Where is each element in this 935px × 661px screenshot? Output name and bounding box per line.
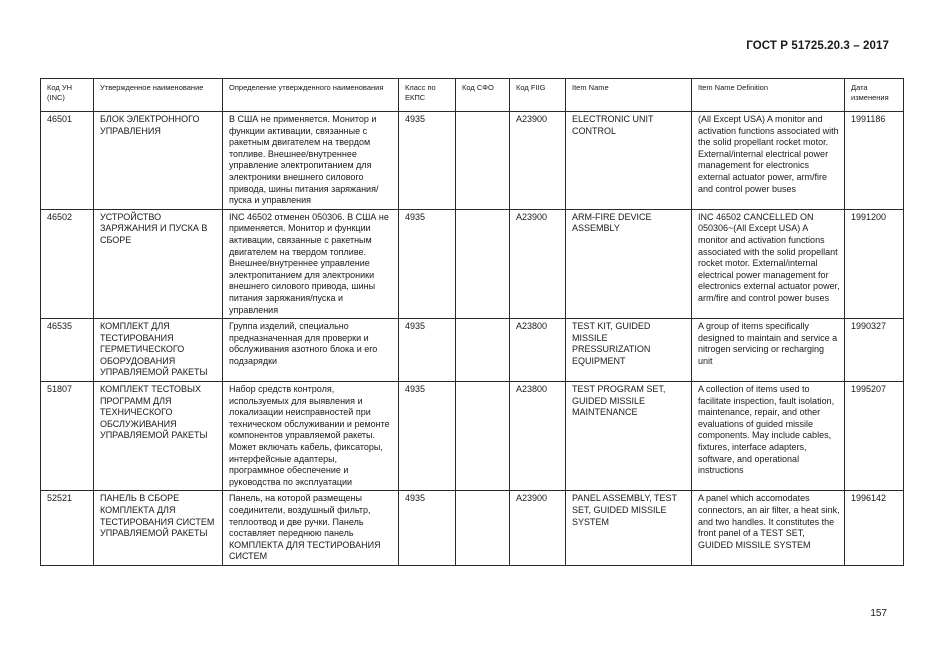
cell-fiig: A23800 — [510, 382, 566, 491]
cell-fiig: A23800 — [510, 319, 566, 382]
cell-date: 1991200 — [845, 209, 904, 318]
cell-name-ru: УСТРОЙСТВО ЗАРЯЖАНИЯ И ПУСКА В СБОРЕ — [94, 209, 223, 318]
table-body — [41, 112, 904, 566]
cell-sfo — [456, 112, 510, 210]
column-header-sfo: Код СФО — [456, 79, 510, 112]
table-row — [41, 491, 904, 566]
cell-inc: 46501 — [41, 112, 94, 210]
document-code: ГОСТ Р 51725.20.3 – 2017 — [746, 40, 889, 52]
registry-table — [40, 78, 904, 566]
cell-inc: 46535 — [41, 319, 94, 382]
cell-item-definition: A panel which accomodates connectors, an air filter, a heat sink, and two handles. It constitutes the front panel of a TEST SET, GUIDED MISSILE SYSTEM — [692, 491, 845, 566]
cell-definition-ru: Группа изделий, специально предназначенная для проверки и обслуживания азотного блока и его подзарядки — [223, 319, 399, 382]
cell-sfo — [456, 209, 510, 318]
cell-item-name: TEST PROGRAM SET, GUIDED MISSILE MAINTENANCE — [566, 382, 692, 491]
column-header-definition-ru: Определение утвержденного наименования — [223, 79, 399, 112]
column-header-item-definition: Item Name Definition — [692, 79, 845, 112]
cell-definition-ru: INC 46502 отменен 050306. В США не применяется. Монитор и функции активации, связанные с ракетным двигателем на твердом топливе. Внешнее/внутреннее управление электропитанием для электроники внешнего силового привода, шины питания заряжания/пуска и управления — [223, 209, 399, 318]
cell-item-definition: A group of items specifically designed to maintain and service a nitrogen servicing or recharging unit — [692, 319, 845, 382]
cell-date: 1991186 — [845, 112, 904, 210]
cell-fiig: A23900 — [510, 491, 566, 566]
table-row — [41, 209, 904, 318]
column-header-fiig: Код FIIG — [510, 79, 566, 112]
cell-item-name: TEST KIT, GUIDED MISSILE PRESSURIZATION EQUIPMENT — [566, 319, 692, 382]
cell-inc: 46502 — [41, 209, 94, 318]
cell-inc: 51807 — [41, 382, 94, 491]
cell-definition-ru: В США не применяется. Монитор и функции активации, связанные с ракетным двигателем на твердом топливе. Внешнее/внутреннее управление электропитанием для электроники внешнего силового привода, шины питания заряжания/пуска и управления — [223, 112, 399, 210]
column-header-inc: Код УН (INC) — [41, 79, 94, 112]
cell-fiig: A23900 — [510, 209, 566, 318]
cell-sfo — [456, 319, 510, 382]
cell-name-ru: БЛОК ЭЛЕКТРОННОГО УПРАВЛЕНИЯ — [94, 112, 223, 210]
column-header-item-name: Item Name — [566, 79, 692, 112]
cell-item-definition: A collection of items used to facilitate inspection, fault isolation, maintenance, repair, and other evaluations of guided missile components. May include cables, fixtures, interface adapters, software, and operational instructions — [692, 382, 845, 491]
cell-name-ru: ПАНЕЛЬ В СБОРЕ КОМПЛЕКТА ДЛЯ ТЕСТИРОВАНИЯ СИСТЕМ УПРАВЛЯЕМОЙ РАКЕТЫ — [94, 491, 223, 566]
cell-ekps: 4935 — [399, 319, 456, 382]
cell-item-definition: INC 46502 CANCELLED ON 050306~(All Except USA) A monitor and activation functions associated with the solid propellant rocket motor. External/internal electrical power management for electronics external actuator power, arm/fire and control power buses — [692, 209, 845, 318]
cell-date: 1990327 — [845, 319, 904, 382]
cell-sfo — [456, 382, 510, 491]
table-header — [41, 79, 904, 112]
column-header-name-ru: Утвержденное наименование — [94, 79, 223, 112]
cell-name-ru: КОМПЛЕКТ ТЕСТОВЫХ ПРОГРАММ ДЛЯ ТЕХНИЧЕСКОГО ОБСЛУЖИВАНИЯ УПРАВЛЯЕМОЙ РАКЕТЫ — [94, 382, 223, 491]
table-row — [41, 112, 904, 210]
table-row — [41, 382, 904, 491]
cell-inc: 52521 — [41, 491, 94, 566]
cell-item-name: ELECTRONIC UNIT CONTROL — [566, 112, 692, 210]
cell-fiig: A23900 — [510, 112, 566, 210]
cell-date: 1995207 — [845, 382, 904, 491]
cell-item-definition: (All Except USA) A monitor and activation functions associated with the solid propellant rocket motor. External/internal electrical power management for electronics external actuator power, arm/fire and control power buses — [692, 112, 845, 210]
cell-item-name: ARM-FIRE DEVICE ASSEMBLY — [566, 209, 692, 318]
cell-ekps: 4935 — [399, 382, 456, 491]
column-header-date: Дата изменения — [845, 79, 904, 112]
cell-definition-ru: Набор средств контроля, используемых для выявления и локализации неисправностей при техническом обслуживании и ремонте компонентов управляемой ракеты. Может включать кабель, фиксаторы, интерфейсные адаптеры, программное обеспечение и руководства по эксплуатации — [223, 382, 399, 491]
cell-date: 1996142 — [845, 491, 904, 566]
cell-ekps: 4935 — [399, 209, 456, 318]
column-header-ekps: Класс по ЕКПС — [399, 79, 456, 112]
page-number: 157 — [870, 608, 887, 619]
cell-name-ru: КОМПЛЕКТ ДЛЯ ТЕСТИРОВАНИЯ ГЕРМЕТИЧЕСКОГО ОБОРУДОВАНИЯ УПРАВЛЯЕМОЙ РАКЕТЫ — [94, 319, 223, 382]
cell-item-name: PANEL ASSEMBLY, TEST SET, GUIDED MISSILE SYSTEM — [566, 491, 692, 566]
cell-sfo — [456, 491, 510, 566]
header-row — [41, 79, 904, 112]
table-row — [41, 319, 904, 382]
cell-definition-ru: Панель, на которой размещены соединители, воздушный фильтр, теплоотвод и две ручки. Панель составляет переднюю панель КОМПЛЕКТА ДЛЯ ТЕСТИРОВАНИЯ СИСТЕМ — [223, 491, 399, 566]
cell-ekps: 4935 — [399, 112, 456, 210]
cell-ekps: 4935 — [399, 491, 456, 566]
